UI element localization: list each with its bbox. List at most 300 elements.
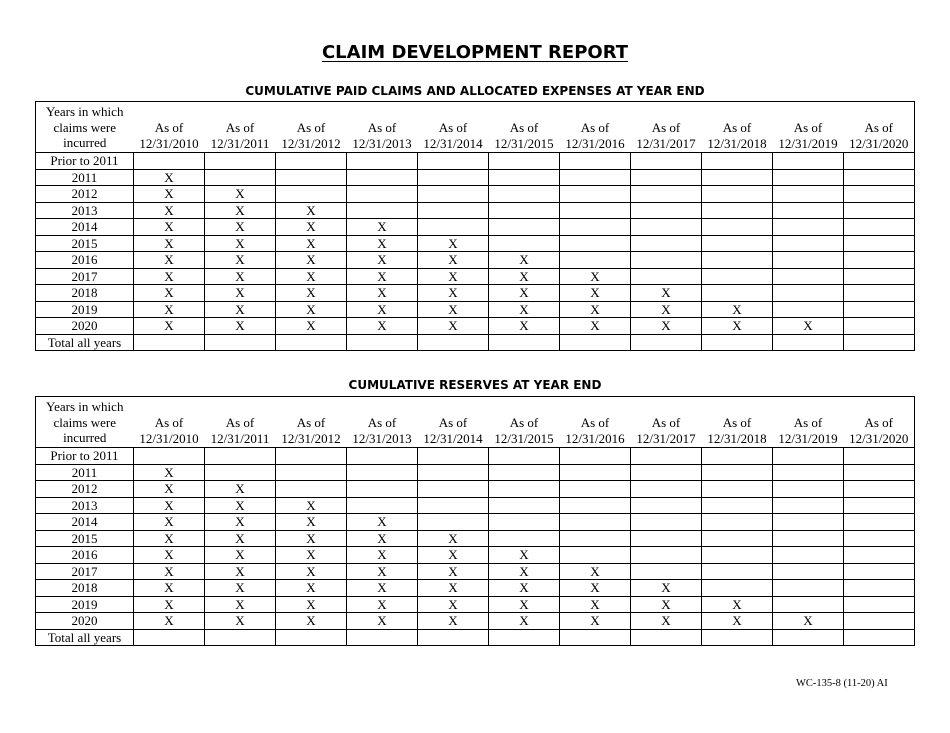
column-header-line1: As of: [154, 415, 184, 430]
table-cell: [702, 219, 773, 236]
table-cell: [773, 301, 844, 318]
column-header: [773, 397, 844, 448]
table-cell: [560, 186, 631, 203]
table-cell: X: [134, 464, 205, 481]
table-cell: [631, 202, 702, 219]
form-id: WC-135-8 (11-20) AI: [796, 678, 888, 689]
column-header: [844, 102, 915, 153]
table-cell: [773, 219, 844, 236]
table-cell: [489, 464, 560, 481]
table-cell: X: [418, 285, 489, 302]
table-cell: [489, 219, 560, 236]
table-cell: [489, 448, 560, 465]
column-header-line1: As of: [793, 415, 823, 430]
column-header-date: 12/31/2020: [849, 135, 909, 151]
column-header-line1: As of: [225, 415, 255, 430]
table-cell: X: [134, 497, 205, 514]
row-label-header-line: Years in which: [46, 399, 124, 414]
table-cell: X: [418, 613, 489, 630]
table-cell: [631, 497, 702, 514]
table-cell: [418, 153, 489, 170]
column-header: [276, 397, 347, 448]
row-label: 2019: [36, 301, 134, 318]
table-cell: X: [773, 613, 844, 630]
table-cell: [205, 334, 276, 351]
column-header-date: 12/31/2010: [139, 135, 199, 151]
row-label-header-line: claims were: [53, 414, 116, 430]
table-row: [36, 596, 915, 613]
table-cell: X: [489, 563, 560, 580]
table-cell: X: [489, 252, 560, 269]
table-cell: [702, 334, 773, 351]
table-cell: [702, 563, 773, 580]
table-cell: X: [134, 301, 205, 318]
column-header: [347, 102, 418, 153]
table-row: [36, 613, 915, 630]
header-row: [36, 102, 915, 153]
column-header-date: 12/31/2012: [281, 135, 341, 151]
table-cell: [631, 629, 702, 646]
table-row: [36, 547, 915, 564]
table-cell: [560, 464, 631, 481]
table-cell: X: [205, 219, 276, 236]
table-cell: [205, 153, 276, 170]
table-cell: [276, 153, 347, 170]
table-cell: X: [205, 301, 276, 318]
table-cell: [489, 153, 560, 170]
table-cell: [631, 514, 702, 531]
column-header: [631, 397, 702, 448]
column-header: [276, 102, 347, 153]
table-cell: X: [418, 301, 489, 318]
column-header-date: 12/31/2015: [494, 135, 554, 151]
table-cell: X: [276, 613, 347, 630]
table-cell: [134, 629, 205, 646]
table-cell: [560, 202, 631, 219]
table-row: [36, 285, 915, 302]
table-row: [36, 268, 915, 285]
table-cell: X: [276, 202, 347, 219]
table-cell: X: [205, 202, 276, 219]
table-cell: [560, 547, 631, 564]
column-header: [560, 102, 631, 153]
row-label-header-line: Years in which: [46, 104, 124, 119]
table-cell: [347, 629, 418, 646]
column-header-date: 12/31/2013: [352, 135, 412, 151]
table-cell: [560, 334, 631, 351]
table-cell: X: [205, 268, 276, 285]
table-cell: [844, 514, 915, 531]
table-cell: [276, 186, 347, 203]
column-header: [205, 397, 276, 448]
header-row: [36, 397, 915, 448]
row-label: 2020: [36, 318, 134, 335]
table-cell: [631, 186, 702, 203]
table-cell: [205, 169, 276, 186]
table-cell: [702, 202, 773, 219]
table-row: [36, 629, 915, 646]
column-header: [773, 102, 844, 153]
table-cell: [276, 464, 347, 481]
table-cell: [702, 186, 773, 203]
table-cell: [702, 580, 773, 597]
table-cell: X: [702, 301, 773, 318]
row-label: 2015: [36, 530, 134, 547]
table-cell: [418, 186, 489, 203]
table-row: [36, 497, 915, 514]
table-cell: X: [276, 596, 347, 613]
table-cell: [631, 219, 702, 236]
reserves-table: [35, 396, 915, 646]
row-label: 2014: [36, 514, 134, 531]
table-row: [36, 580, 915, 597]
table-cell: X: [347, 285, 418, 302]
table-cell: X: [418, 547, 489, 564]
table-cell: X: [347, 563, 418, 580]
row-label: Total all years: [36, 629, 134, 646]
table-cell: [631, 153, 702, 170]
table-cell: [773, 268, 844, 285]
table-cell: X: [205, 497, 276, 514]
table-cell: X: [631, 596, 702, 613]
table-cell: [134, 334, 205, 351]
row-label: 2020: [36, 613, 134, 630]
table-cell: X: [276, 514, 347, 531]
table-cell: [702, 169, 773, 186]
column-header-date: 12/31/2013: [352, 430, 412, 446]
column-header: [418, 102, 489, 153]
column-header-line1: As of: [651, 120, 681, 135]
table-row: [36, 235, 915, 252]
column-header: [347, 397, 418, 448]
table-cell: X: [276, 268, 347, 285]
row-label-header-line: incurred: [63, 135, 107, 150]
table-cell: X: [418, 580, 489, 597]
table-cell: X: [134, 202, 205, 219]
table-cell: X: [347, 596, 418, 613]
paid-claims-heading: CUMULATIVE PAID CLAIMS AND ALLOCATED EXPENSES AT YEAR END: [245, 84, 705, 98]
table-cell: [347, 186, 418, 203]
column-header-line1: As of: [225, 120, 255, 135]
table-cell: X: [418, 268, 489, 285]
column-header-line1: As of: [367, 415, 397, 430]
row-label: 2011: [36, 464, 134, 481]
table-cell: X: [134, 596, 205, 613]
table-cell: X: [489, 301, 560, 318]
table-cell: X: [276, 580, 347, 597]
table-cell: [560, 252, 631, 269]
table-cell: X: [347, 613, 418, 630]
table-cell: [702, 235, 773, 252]
table-cell: X: [560, 285, 631, 302]
table-cell: X: [560, 301, 631, 318]
column-header-line1: As of: [438, 120, 468, 135]
table-row: [36, 530, 915, 547]
table-cell: X: [489, 613, 560, 630]
table-cell: X: [134, 318, 205, 335]
table-cell: [773, 153, 844, 170]
table-cell: [347, 202, 418, 219]
table-cell: X: [276, 235, 347, 252]
table-cell: X: [205, 596, 276, 613]
table-cell: [844, 202, 915, 219]
table-cell: X: [205, 530, 276, 547]
paid-claims-table: [35, 101, 915, 351]
table-cell: X: [418, 563, 489, 580]
table-cell: [844, 530, 915, 547]
table-cell: [844, 301, 915, 318]
column-header-date: 12/31/2014: [423, 135, 483, 151]
table-cell: [702, 547, 773, 564]
column-header-line1: As of: [509, 120, 539, 135]
table-cell: [702, 497, 773, 514]
table-cell: X: [489, 547, 560, 564]
table-cell: [489, 169, 560, 186]
column-header-date: 12/31/2011: [210, 430, 270, 446]
table-cell: [347, 334, 418, 351]
table-cell: [844, 596, 915, 613]
table-cell: [844, 235, 915, 252]
table-cell: [560, 629, 631, 646]
column-header-date: 12/31/2016: [565, 135, 625, 151]
table-cell: [773, 580, 844, 597]
table-cell: X: [489, 596, 560, 613]
table-cell: [702, 285, 773, 302]
table-row: [36, 464, 915, 481]
table-cell: [205, 629, 276, 646]
column-header: [489, 397, 560, 448]
table-cell: [560, 169, 631, 186]
column-header-line1: As of: [154, 120, 184, 135]
column-header: [560, 397, 631, 448]
table-cell: X: [205, 563, 276, 580]
table-row: [36, 514, 915, 531]
table-cell: [773, 169, 844, 186]
report-title: [0, 42, 950, 63]
table-cell: X: [702, 613, 773, 630]
table-cell: X: [134, 235, 205, 252]
row-label-header-line: incurred: [63, 430, 107, 445]
column-header: [844, 397, 915, 448]
column-header: [134, 397, 205, 448]
table-cell: [773, 202, 844, 219]
table-cell: [418, 169, 489, 186]
table-cell: X: [134, 186, 205, 203]
row-label-header: [36, 397, 134, 448]
table-cell: [844, 285, 915, 302]
column-header: [134, 102, 205, 153]
report-title-text: CLAIM DEVELOPMENT REPORT: [321, 42, 629, 63]
column-header-line1: As of: [509, 415, 539, 430]
table-cell: X: [276, 530, 347, 547]
table-cell: X: [134, 169, 205, 186]
table-cell: X: [489, 268, 560, 285]
table-cell: [418, 481, 489, 498]
row-label: 2018: [36, 285, 134, 302]
column-header-date: 12/31/2020: [849, 430, 909, 446]
column-header-line1: As of: [580, 415, 610, 430]
table-cell: X: [347, 268, 418, 285]
row-label: 2016: [36, 547, 134, 564]
table-cell: [418, 497, 489, 514]
table-cell: [844, 497, 915, 514]
table-cell: X: [276, 219, 347, 236]
table-cell: X: [134, 252, 205, 269]
table-cell: X: [205, 235, 276, 252]
table-cell: [631, 481, 702, 498]
table-cell: [418, 448, 489, 465]
table-cell: [773, 252, 844, 269]
table-cell: X: [347, 530, 418, 547]
table-cell: X: [347, 252, 418, 269]
table-cell: [844, 613, 915, 630]
row-label: Total all years: [36, 334, 134, 351]
table-cell: [489, 497, 560, 514]
table-cell: X: [702, 318, 773, 335]
table-cell: [631, 464, 702, 481]
table-cell: X: [560, 268, 631, 285]
table-cell: X: [631, 613, 702, 630]
column-header-date: 12/31/2012: [281, 430, 341, 446]
table-cell: [560, 153, 631, 170]
table-cell: X: [631, 285, 702, 302]
table-cell: [844, 580, 915, 597]
table-cell: X: [702, 596, 773, 613]
column-header-date: 12/31/2018: [707, 430, 767, 446]
table-cell: X: [560, 318, 631, 335]
table-cell: [773, 497, 844, 514]
table-cell: [276, 334, 347, 351]
table-cell: X: [205, 285, 276, 302]
table-cell: X: [347, 318, 418, 335]
column-header-line1: As of: [864, 415, 894, 430]
table-cell: [702, 448, 773, 465]
table-cell: [631, 563, 702, 580]
reserves-heading: CUMULATIVE RESERVES AT YEAR END: [348, 378, 602, 392]
table-cell: X: [276, 547, 347, 564]
table-row: [36, 252, 915, 269]
table-row: [36, 481, 915, 498]
table-cell: X: [205, 613, 276, 630]
column-header-line1: As of: [722, 415, 752, 430]
table-cell: X: [489, 580, 560, 597]
table-cell: X: [276, 497, 347, 514]
table-cell: [773, 547, 844, 564]
table-cell: [276, 481, 347, 498]
table-cell: [844, 448, 915, 465]
table-cell: [844, 186, 915, 203]
table-cell: [702, 530, 773, 547]
table-cell: [773, 481, 844, 498]
table-cell: X: [418, 252, 489, 269]
table-cell: X: [347, 514, 418, 531]
table-cell: [702, 481, 773, 498]
table-cell: [489, 186, 560, 203]
table-cell: X: [134, 580, 205, 597]
row-label: Prior to 2011: [36, 448, 134, 465]
table-cell: [844, 153, 915, 170]
row-label-header: [36, 102, 134, 153]
table-cell: [773, 448, 844, 465]
table-cell: [844, 334, 915, 351]
table-cell: [844, 464, 915, 481]
table-cell: [347, 464, 418, 481]
column-header-line1: As of: [864, 120, 894, 135]
table-cell: [347, 169, 418, 186]
table-cell: [489, 514, 560, 531]
table-cell: [418, 514, 489, 531]
row-label: 2017: [36, 268, 134, 285]
table-cell: [489, 235, 560, 252]
column-header: [702, 397, 773, 448]
table-cell: X: [560, 580, 631, 597]
table-cell: X: [560, 596, 631, 613]
table-cell: [631, 448, 702, 465]
table-cell: X: [134, 481, 205, 498]
table-cell: [773, 186, 844, 203]
column-header: [418, 397, 489, 448]
table-cell: [631, 334, 702, 351]
table-cell: [489, 629, 560, 646]
column-header-date: 12/31/2019: [778, 430, 838, 446]
column-header: [631, 102, 702, 153]
table-cell: [489, 202, 560, 219]
table-cell: [560, 530, 631, 547]
table-row: [36, 186, 915, 203]
table-cell: X: [205, 481, 276, 498]
column-header-date: 12/31/2017: [636, 135, 696, 151]
table-cell: [631, 169, 702, 186]
column-header-date: 12/31/2018: [707, 135, 767, 151]
table-cell: [205, 448, 276, 465]
table-cell: [844, 481, 915, 498]
row-label-header-line: claims were: [53, 119, 116, 135]
column-header-date: 12/31/2011: [210, 135, 270, 151]
table-cell: [134, 153, 205, 170]
table-cell: [276, 629, 347, 646]
table-cell: X: [276, 301, 347, 318]
table-cell: X: [276, 318, 347, 335]
table-cell: [276, 169, 347, 186]
row-label: 2012: [36, 186, 134, 203]
table-cell: X: [418, 318, 489, 335]
column-header-date: 12/31/2015: [494, 430, 554, 446]
table-cell: X: [773, 318, 844, 335]
table-cell: X: [134, 530, 205, 547]
column-header-date: 12/31/2019: [778, 135, 838, 151]
table-cell: X: [134, 514, 205, 531]
column-header: [489, 102, 560, 153]
table-row: [36, 334, 915, 351]
table-cell: [702, 514, 773, 531]
column-header-line1: As of: [651, 415, 681, 430]
table-cell: [631, 530, 702, 547]
table-row: [36, 202, 915, 219]
table-cell: [844, 563, 915, 580]
table-cell: [134, 448, 205, 465]
table-cell: [347, 448, 418, 465]
column-header-line1: As of: [722, 120, 752, 135]
table-cell: X: [631, 318, 702, 335]
table-cell: [205, 464, 276, 481]
table-row: [36, 318, 915, 335]
table-cell: X: [347, 219, 418, 236]
column-header-line1: As of: [580, 120, 610, 135]
table-cell: X: [134, 613, 205, 630]
column-header-date: 12/31/2017: [636, 430, 696, 446]
table-cell: X: [276, 285, 347, 302]
table-cell: X: [205, 318, 276, 335]
